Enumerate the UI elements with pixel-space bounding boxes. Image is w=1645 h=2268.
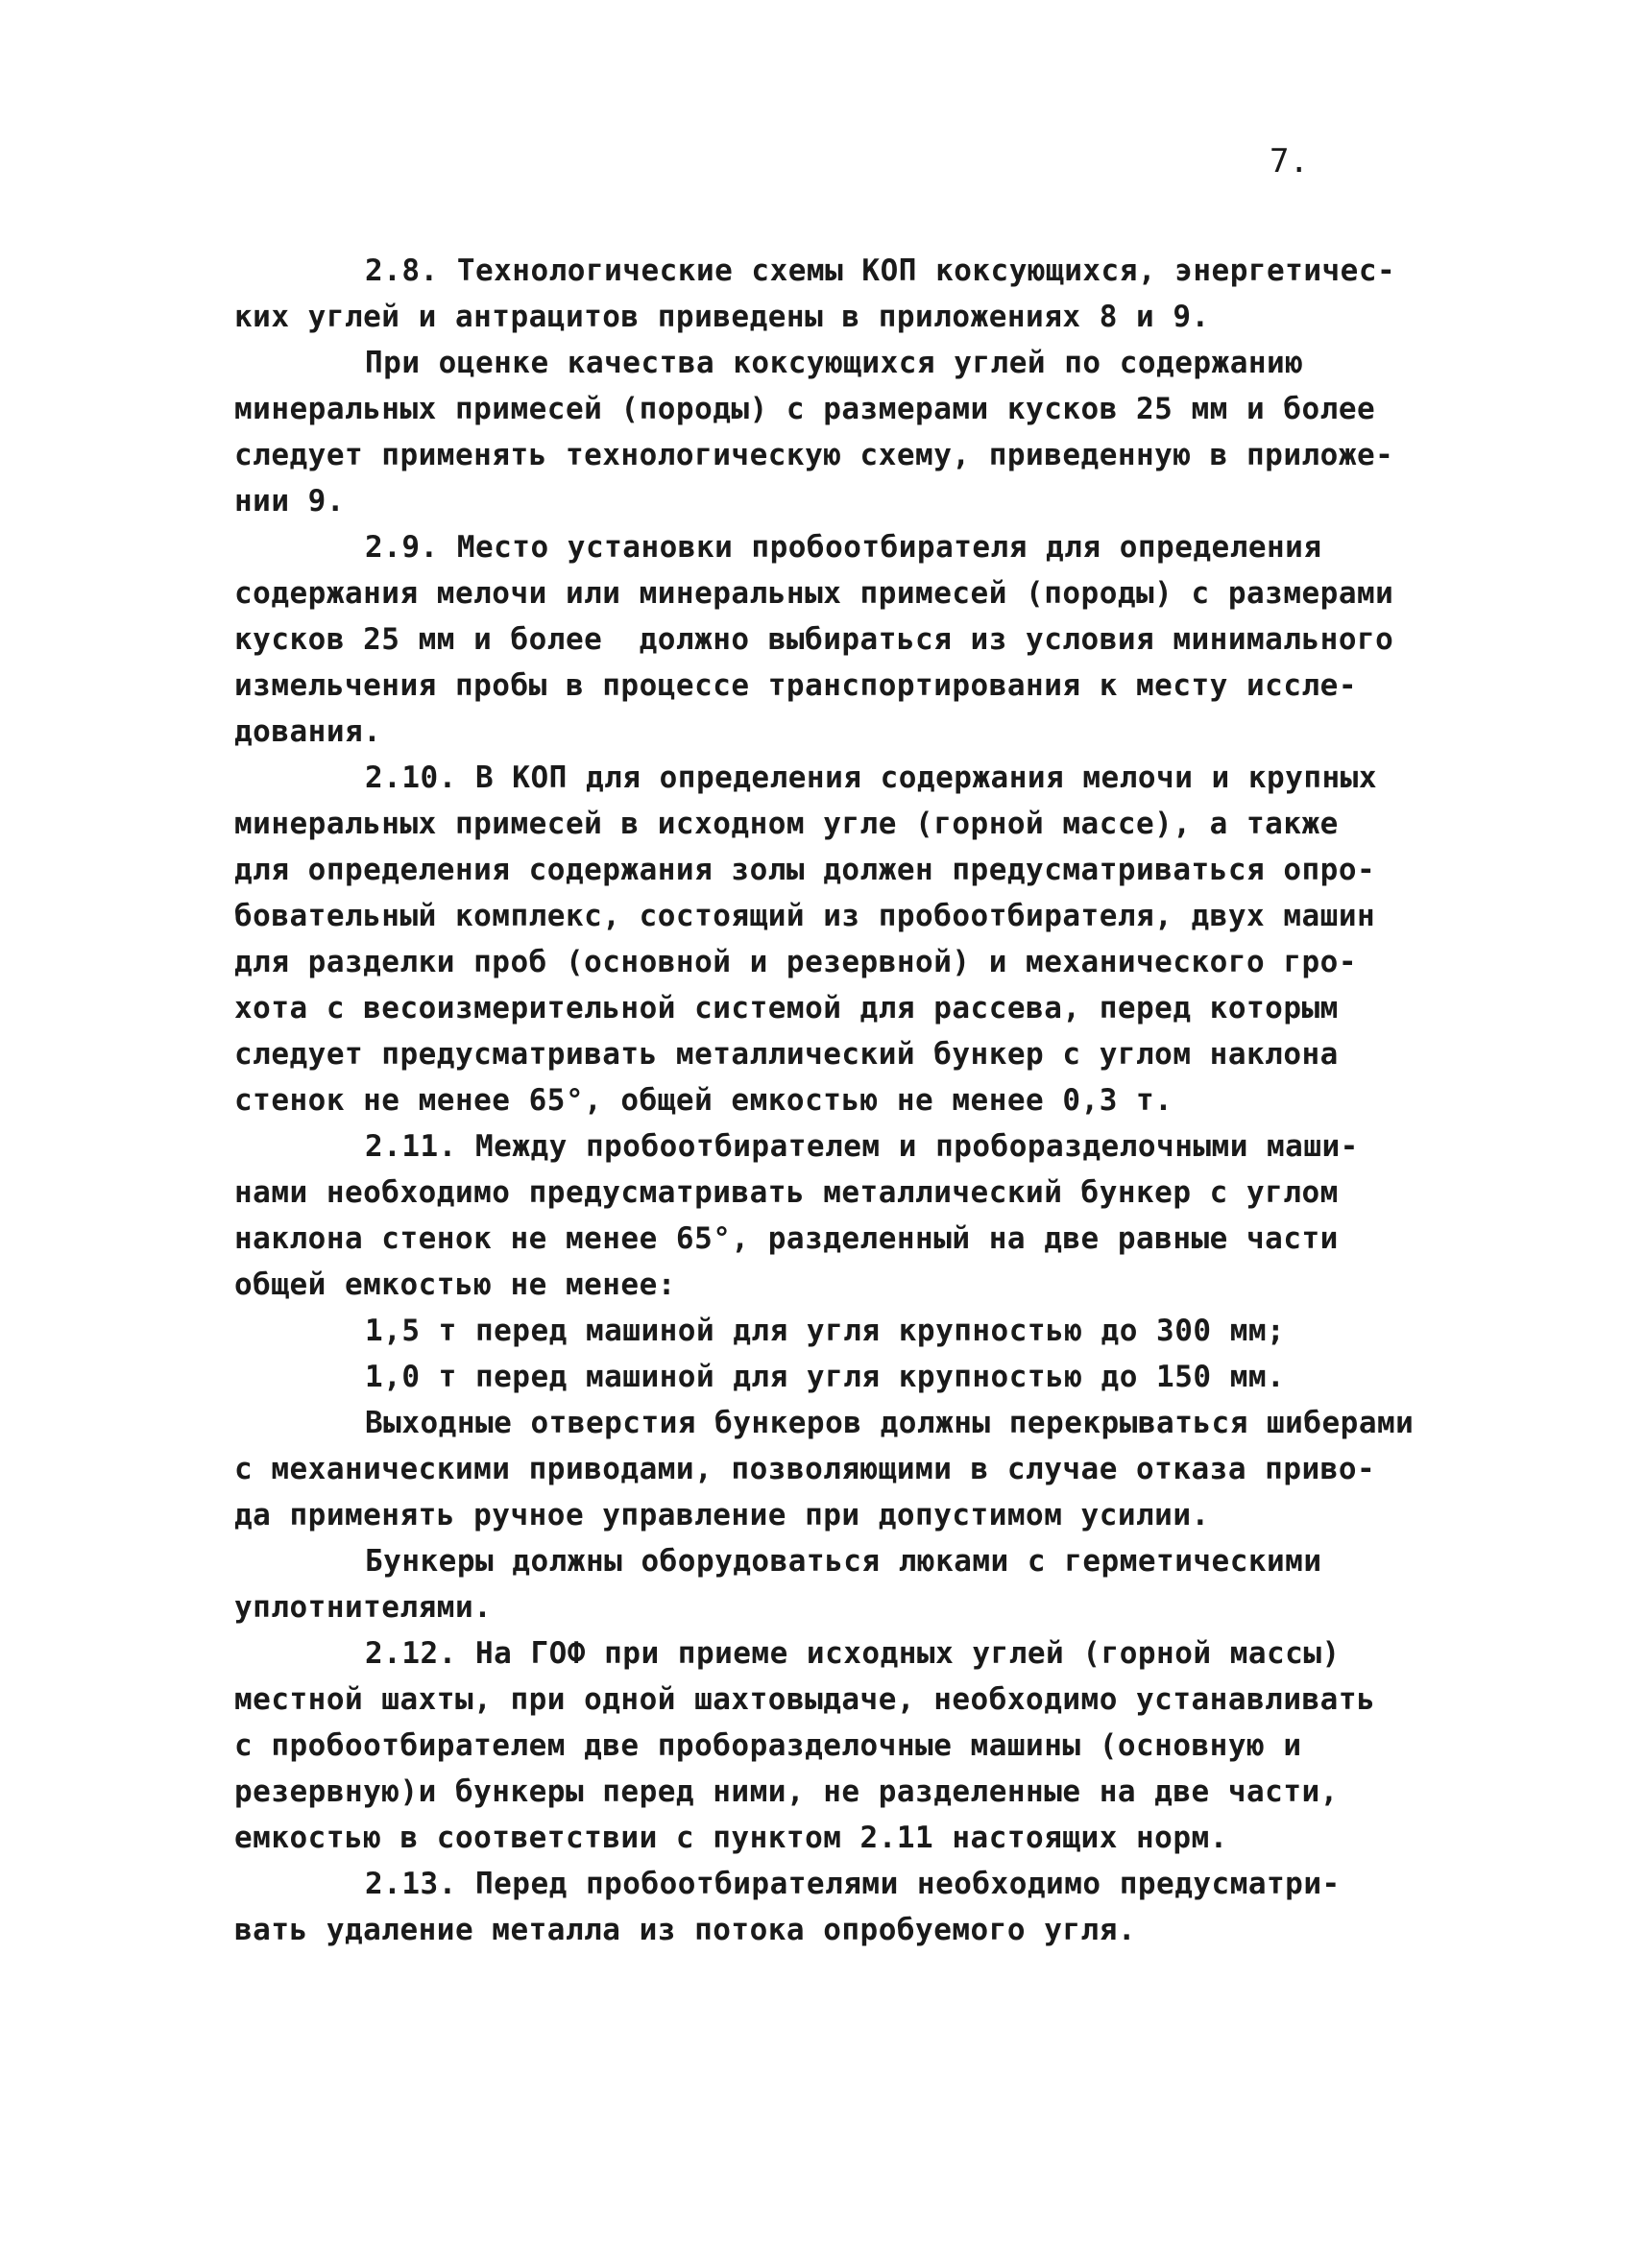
text-line: 2.8. Технологические схемы КОП коксующихся, энергетичес- [365,253,1396,288]
text-line: бовательный комплекс, состоящий из пробоотбирателя, двух машин [234,899,1376,933]
text-line: Выходные отверстия бункеров должны перекрываться шиберами [365,1406,1415,1440]
text-line: 2.13. Перед пробоотбирателями необходимо предусматри- [365,1867,1341,1901]
text-line: дования. [234,714,382,749]
body-text [234,248,1444,1953]
text-line: Бункеры должны оборудоваться люками с герметическими [365,1544,1322,1579]
text-line: вать удаление металла из потока опробуемого угля. [234,1913,1137,1947]
text-line: хота с весоизмерительной системой для рассева, перед которым [234,991,1339,1025]
text-line: минеральных примесей в исходном угле (горной массе), а также [234,807,1339,841]
text-line: 2.11. Между пробоотбирателем и проборазделочными маши- [365,1129,1359,1164]
text-line: нии 9. [234,484,345,519]
text-line: общей емкостью не менее: [234,1267,676,1302]
text-line: измельчения пробы в процессе транспортирования к месту иссле- [234,668,1357,703]
text-line: да применять ручное управление при допустимом усилии. [234,1498,1210,1532]
text-line: для разделки проб (основной и резервной) и механического гро- [234,945,1357,979]
text-line: 1,0 т перед машиной для угля крупностью до 150 мм. [365,1360,1286,1394]
text-line: следует применять технологическую схему, приведенную в приложе- [234,438,1394,472]
text-line: резервную)и бункеры перед ними, не разделенные на две части, [234,1774,1339,1809]
text-line: следует предусматривать металлический бункер с углом наклона [234,1037,1339,1072]
text-line: 2.12. На ГОФ при приеме исходных углей (горной массы) [365,1636,1341,1671]
text-line: нами необходимо предусматривать металлический бункер с углом [234,1175,1339,1210]
text-line: стенок не менее 65°, общей емкостью не менее 0,3 т. [234,1083,1173,1118]
text-line: содержания мелочи или минеральных примесей (породы) с размерами [234,576,1394,611]
text-line: 1,5 т перед машиной для угля крупностью до 300 мм; [365,1314,1286,1348]
text-line: ких углей и антрацитов приведены в приложениях 8 и 9. [234,300,1210,334]
text-line: с механическими приводами, позволяющими в случае отказа приво- [234,1452,1376,1486]
text-line: с пробоотбирателем две проборазделочные машины (основную и [234,1728,1302,1763]
text-line: 2.10. В КОП для определения содержания мелочи и крупных [365,760,1377,795]
text-line: емкостью в соответствии с пунктом 2.11 настоящих норм. [234,1821,1228,1855]
page-number: 7. [1270,142,1309,181]
text-line: При оценке качества коксующихся углей по содержанию [365,346,1304,380]
text-line: уплотнителями. [234,1590,493,1625]
text-line: минеральных примесей (породы) с размерами кусков 25 мм и более [234,392,1376,426]
text-line: кусков 25 мм и более должно выбираться из условия минимального [234,622,1394,657]
text-line: наклона стенок не менее 65°, разделенный на две равные части [234,1221,1339,1256]
text-line: местной шахты, при одной шахтовыдаче, необходимо устанавливать [234,1682,1376,1717]
text-line: 2.9. Место установки пробоотбирателя для определения [365,530,1322,565]
text-line: для определения содержания золы должен предусматриваться опро- [234,853,1376,887]
